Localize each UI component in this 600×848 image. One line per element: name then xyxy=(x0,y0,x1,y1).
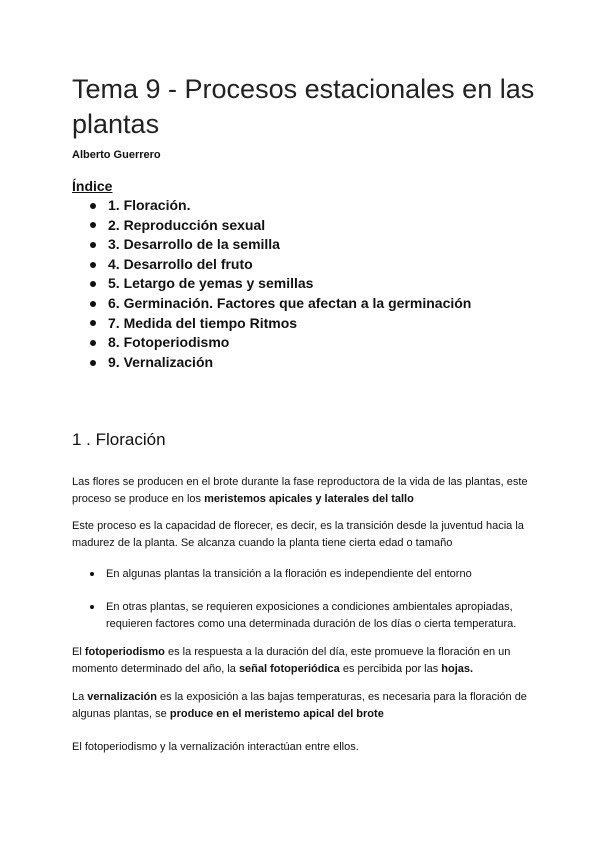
paragraph: Este proceso es la capacidad de florecer, es decir, es la transición desde la juventud hacia la madurez de la planta. Se alcanza cuando la planta tiene cierta edad o tamaño xyxy=(72,520,524,549)
bullet-icon xyxy=(90,203,96,209)
paragraph: Las flores se producen en el brote durante la fase reproductora de la vida de las plantas, este proceso se produce en los meristemos apicales y laterales del tallo xyxy=(72,476,528,505)
index-item: 5. Letargo de yemas y semillas xyxy=(90,274,471,294)
index-item: 4. Desarrollo del fruto xyxy=(90,255,471,275)
bullet-list xyxy=(90,566,530,583)
bullet-icon xyxy=(90,340,96,346)
bullet-icon xyxy=(90,572,94,576)
bullet-icon xyxy=(90,222,96,228)
index-item: 7. Medida del tiempo Ritmos xyxy=(90,314,471,334)
document-title: Tema 9 - Procesos estacionales en las plantas xyxy=(72,74,535,139)
list-item: En otras plantas, se requieren exposiciones a condiciones ambientales apropiadas, requieren factores como una determinada duración de los días o cierta temperatura. xyxy=(90,599,530,633)
bullet-icon xyxy=(90,605,94,609)
paragraph: El fotoperiodismo es la respuesta a la duración del día, este promueve la floración en un momento determinado del año, la señal fotoperiódica es percibida por las hojas. xyxy=(72,646,511,675)
bullet-icon xyxy=(90,360,96,366)
index-item: 3. Desarrollo de la semilla xyxy=(90,235,471,255)
index-item: 1. Floración. xyxy=(90,196,471,216)
section-heading: 1 . Floración xyxy=(72,430,166,449)
index-item: 2. Reproducción sexual xyxy=(90,216,471,236)
index-item: 8. Fotoperiodismo xyxy=(90,333,471,353)
bullet-icon xyxy=(90,301,96,307)
paragraph: La vernalización es la exposición a las bajas temperaturas, es necesaria para la floración de algunas plantas, se produce en el meristemo apical del brote xyxy=(72,691,527,720)
index-item: 6. Germinación. Factores que afectan a la germinación xyxy=(90,294,471,314)
bullet-icon xyxy=(90,262,96,268)
author-name: Alberto Guerrero xyxy=(72,149,161,161)
index-item: 9. Vernalización xyxy=(90,353,471,373)
paragraph: El fotoperiodismo y la vernalización interactúan entre ellos. xyxy=(72,741,359,753)
list-item: En algunas plantas la transición a la floración es independiente del entorno xyxy=(90,566,530,583)
index-list xyxy=(90,196,471,372)
bullet-icon xyxy=(90,281,96,287)
index-heading: Índice xyxy=(72,178,113,194)
bullet-list xyxy=(90,599,530,633)
bullet-icon xyxy=(90,320,96,326)
bullet-icon xyxy=(90,242,96,248)
